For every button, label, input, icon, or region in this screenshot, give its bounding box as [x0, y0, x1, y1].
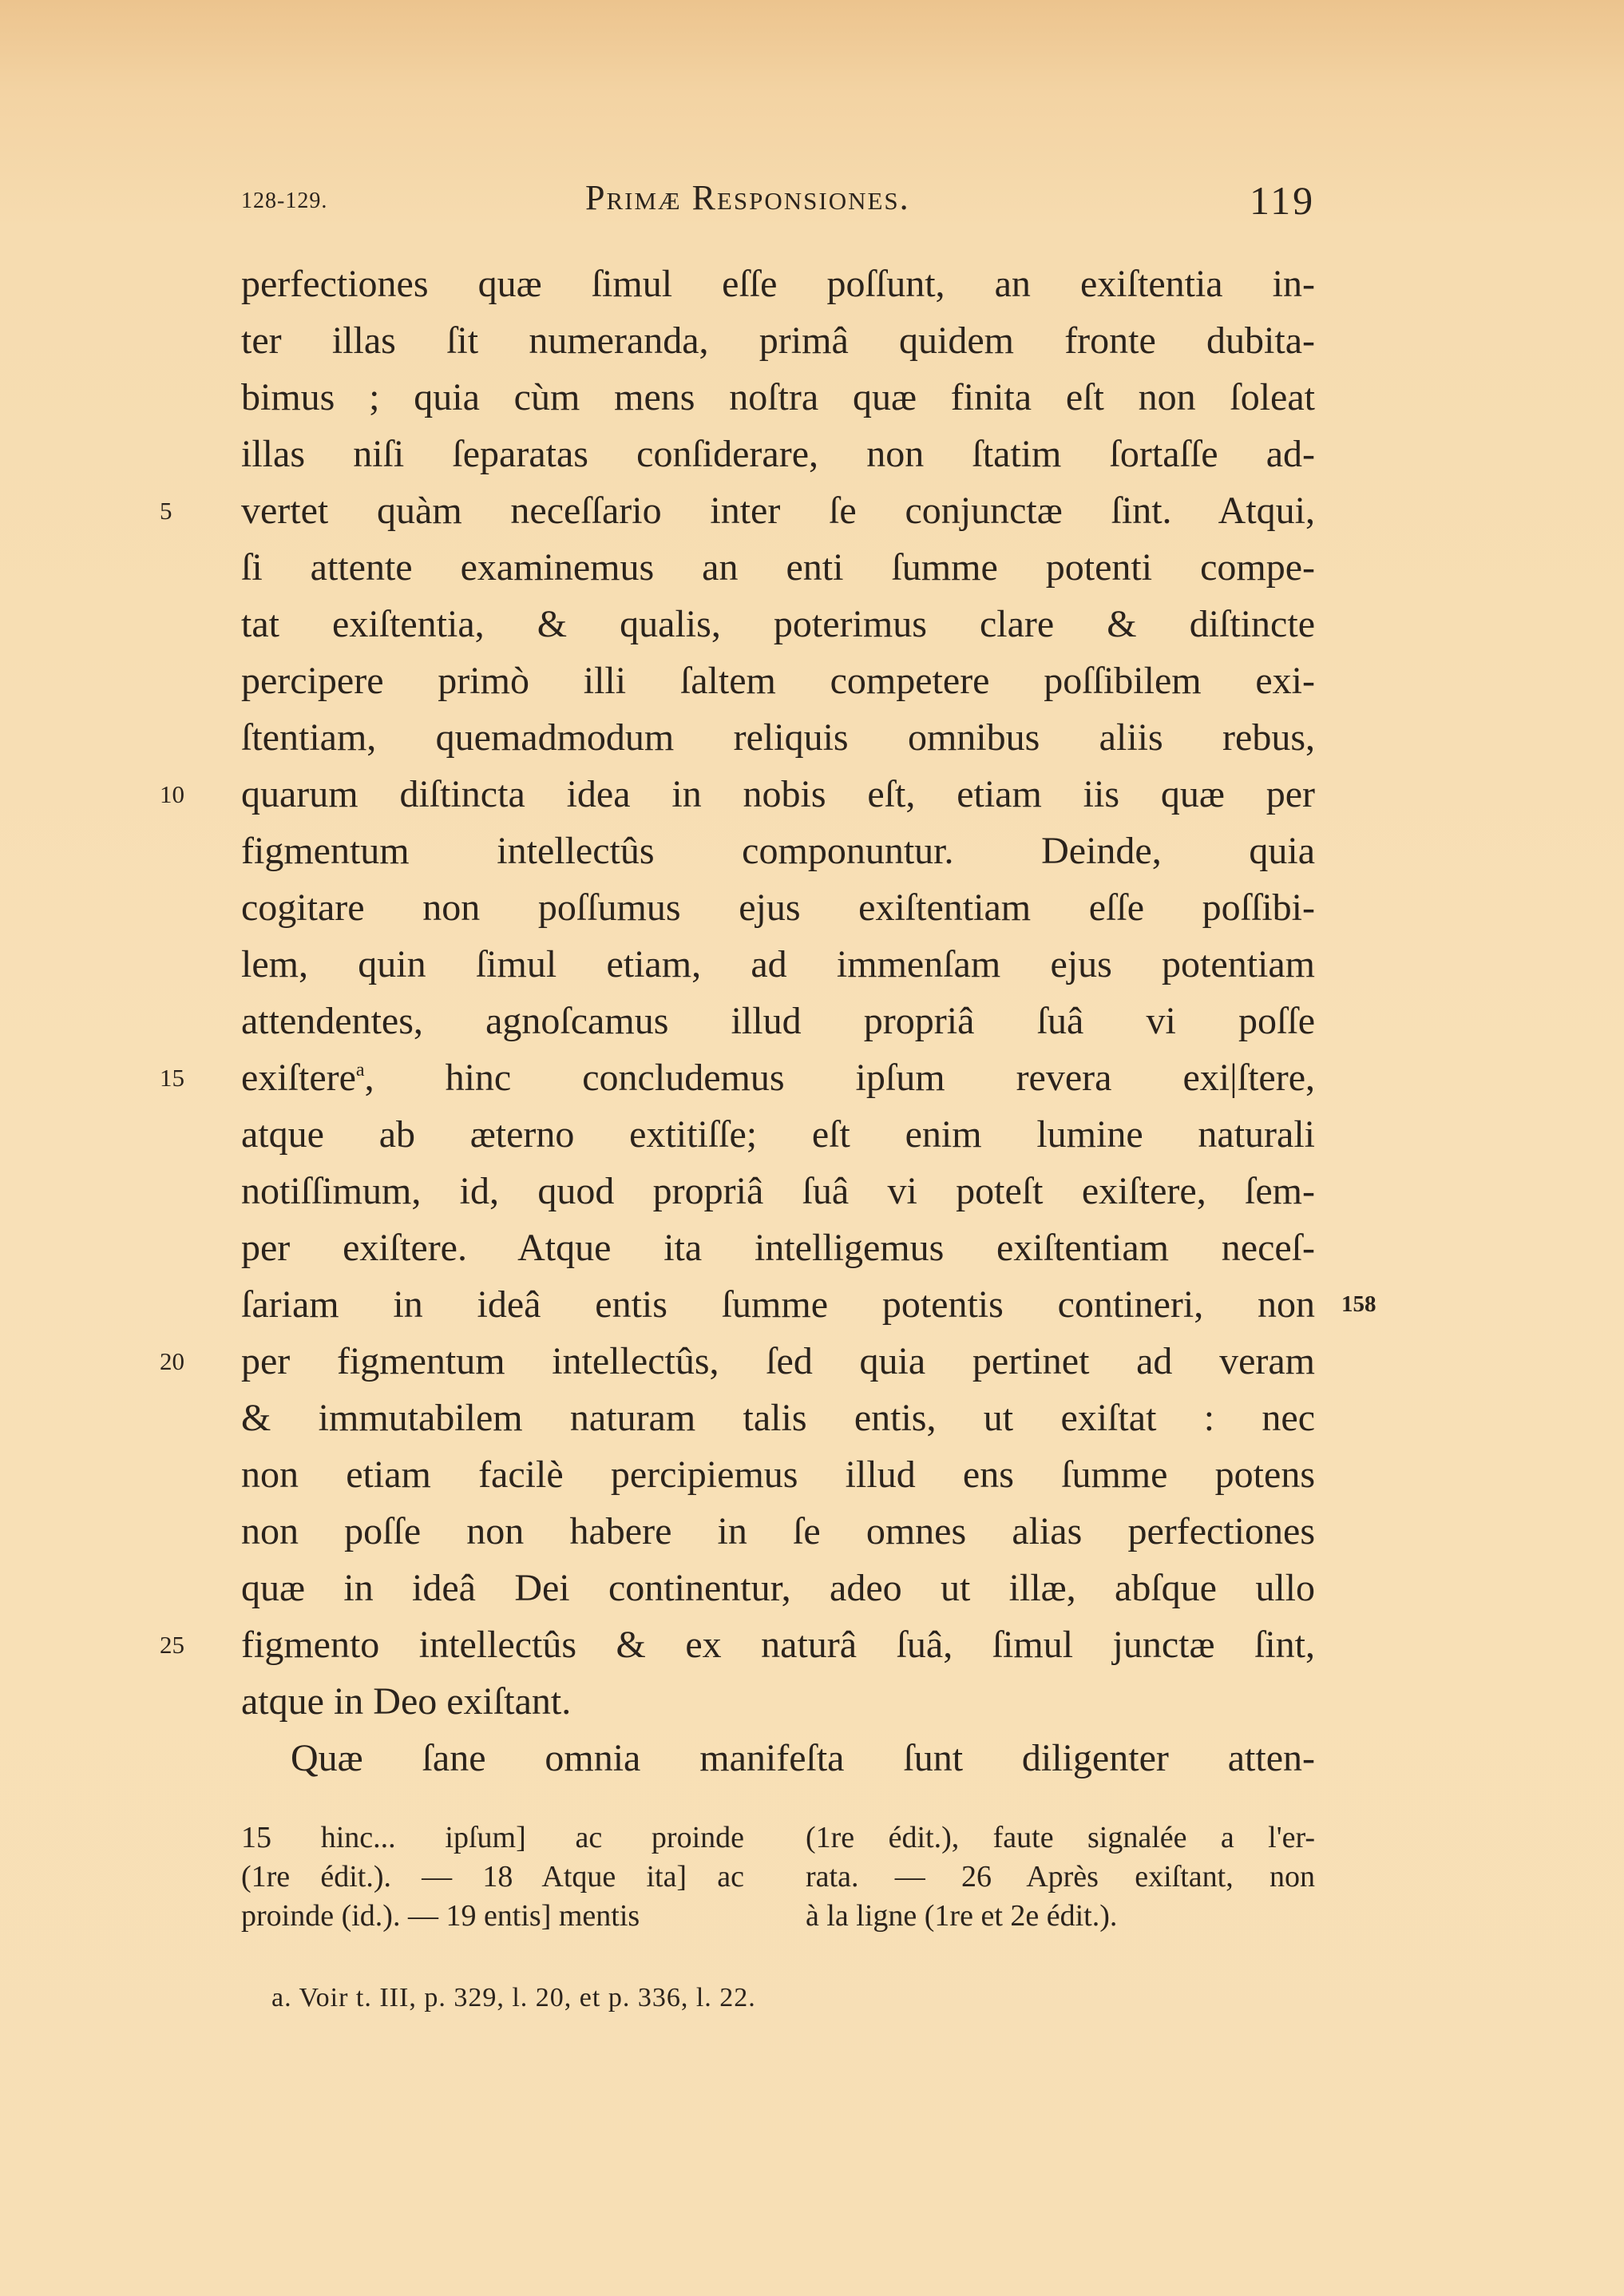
critical-notes [241, 1818, 1315, 1946]
line-text: cogitare non poſſumus ejus exiſtentiam eſſe poſſibi- [241, 886, 1315, 929]
margin-page-reference: 158 [1341, 1291, 1376, 1317]
text-line [241, 709, 1315, 766]
note-line: (1re édit.). — 18 Atque ita] ac [241, 1860, 744, 1894]
line-text: per exiſtere. Atque ita intelligemus exiſtentiam neceſ- [241, 1227, 1315, 1269]
line-text: bimus ; quia cùm mens noſtra quæ finita eſt non ſoleat [241, 376, 1315, 418]
line-text: tat exiſtentia, & qualis, poterimus clare & diſtincte [241, 603, 1315, 645]
running-title: Primæ Responsiones. [585, 178, 910, 217]
note-line: (1re édit.), faute signalée a l'er- [806, 1821, 1315, 1854]
line-number: 5 [160, 497, 172, 525]
text-line [241, 1446, 1315, 1503]
text-line [241, 1390, 1315, 1446]
text-line [241, 1503, 1315, 1560]
notes-column-left [241, 1818, 744, 1936]
line-text: percipere primò illi ſaltem competere poſſibilem exi- [241, 660, 1315, 702]
text-line [160, 1616, 1315, 1673]
text-line [241, 369, 1315, 426]
text-line [241, 1219, 1315, 1276]
text-line [241, 879, 1315, 936]
note-line: à la ligne (1re et 2e édit.). [806, 1899, 1118, 1933]
line-text: Quæ ſane omnia manifeſta ſunt diligenter atten- [291, 1737, 1315, 1779]
text-line [241, 1276, 1376, 1333]
text-line [241, 1560, 1315, 1616]
text-line [241, 1163, 1315, 1219]
text-line [241, 652, 1315, 709]
footnote-marker: a [355, 1060, 365, 1081]
text-line [241, 1730, 1315, 1786]
note-line: rata. — 26 Après exiſtant, non [806, 1860, 1315, 1894]
text-line [160, 1049, 1315, 1106]
running-head [0, 177, 1624, 225]
line-text: ſariam in ideâ entis ſumme potentis contineri, non [241, 1283, 1315, 1326]
text-line [241, 1106, 1315, 1163]
line-text: non poſſe non habere in ſe omnes alias perfectiones [241, 1510, 1315, 1552]
line-text: per figmentum intellectûs, ſed quia pertinet ad veram [241, 1340, 1315, 1382]
line-number: 25 [160, 1631, 184, 1659]
note-line: proinde (id.). — 19 entis] mentis [241, 1899, 640, 1933]
text-line [241, 312, 1315, 369]
line-text: figmento intellectûs & ex naturâ ſuâ, ſimul junctæ ſint, [241, 1624, 1315, 1666]
note-line: 15 hinc... ipſum] ac proinde [241, 1821, 744, 1854]
line-text: ſtentiam, quemadmodum reliquis omnibus aliis rebus, [241, 716, 1315, 759]
text-line [160, 766, 1315, 823]
text-line [241, 936, 1315, 993]
line-text: ſi attente examinemus an enti ſumme potenti compe- [241, 546, 1315, 589]
text-line [160, 1333, 1315, 1390]
line-text: attendentes, agnoſcamus illud propriâ ſuâ vi poſſe [241, 1000, 1315, 1042]
line-text: & immutabilem naturam talis entis, ut exiſtat : nec [241, 1397, 1315, 1439]
footnote: a. Voir t. III, p. 329, l. 20, et p. 336, l. 22. [271, 1983, 756, 2012]
notes-column-right [806, 1818, 1315, 1936]
line-text-continued: , hinc concludemus ipſum revera exi|ſtere, [364, 1057, 1315, 1099]
text-line [241, 823, 1315, 879]
line-number: 10 [160, 780, 184, 808]
line-text: exiſtere [241, 1057, 356, 1099]
line-text: non etiam facilè percipiemus illud ens ſumme potens [241, 1453, 1315, 1496]
text-line [241, 1673, 1315, 1730]
text-line [241, 426, 1315, 482]
page-number: 119 [1250, 178, 1316, 223]
line-text: perfectiones quæ ſimul eſſe poſſunt, an exiſtentia in- [241, 263, 1315, 305]
line-number: 15 [160, 1064, 184, 1092]
line-text: ter illas ſit numeranda, primâ quidem fronte dubita- [241, 319, 1315, 362]
line-text: illas niſi ſeparatas conſiderare, non ſtatim ſortaſſe ad- [241, 433, 1315, 475]
line-text: quarum diſtincta idea in nobis eſt, etiam iis quæ per [241, 773, 1315, 815]
line-number: 20 [160, 1347, 184, 1375]
line-text: atque in Deo exiſtant. [241, 1680, 572, 1723]
text-line [160, 482, 1315, 539]
line-text: figmentum intellectûs componuntur. Deinde, quia [241, 830, 1315, 872]
line-text: atque ab æterno extitiſſe; eſt enim lumine naturali [241, 1113, 1315, 1156]
folio-reference: 128-129. [241, 188, 328, 213]
line-text: vertet quàm neceſſario inter ſe conjunctæ ſint. Atqui, [241, 490, 1315, 532]
text-line [241, 539, 1315, 596]
line-text: notiſſimum, id, quod propriâ ſuâ vi poteſt exiſtere, ſem- [241, 1170, 1315, 1212]
line-text: quæ in ideâ Dei continentur, adeo ut illæ, abſque ullo [241, 1567, 1315, 1609]
text-line [241, 993, 1315, 1049]
body-text [160, 256, 1376, 1786]
text-line [241, 596, 1315, 652]
text-line [241, 256, 1315, 312]
line-text: lem, quin ſimul etiam, ad immenſam ejus potentiam [241, 943, 1315, 985]
